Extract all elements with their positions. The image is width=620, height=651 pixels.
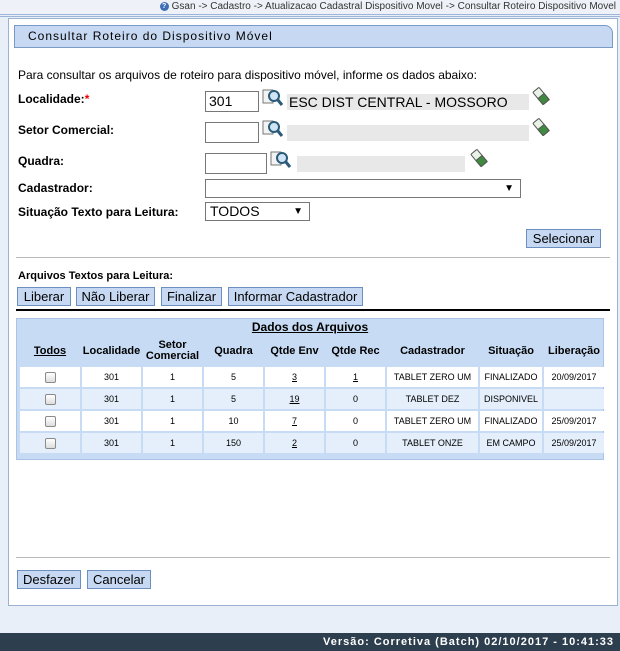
cell-localidade: 301 (82, 433, 141, 453)
setor-comercial-input[interactable] (205, 122, 259, 143)
setor-comercial-description (287, 125, 529, 141)
section-divider (16, 309, 610, 311)
qtde-env-link[interactable]: 7 (291, 416, 297, 426)
informar-cadastrador-button[interactable]: Informar Cadastrador (228, 287, 363, 306)
desfazer-button[interactable]: Desfazer (17, 570, 81, 589)
col-qtde-rec: Qtde Rec (331, 344, 380, 357)
divider (16, 257, 610, 258)
cell-cadastrador: TABLET ONZE (387, 433, 478, 453)
cadastrador-label: Cadastrador: (18, 181, 93, 195)
cell-localidade: 301 (82, 367, 141, 387)
header-divider (0, 14, 620, 17)
localidade-description: ESC DIST CENTRAL - MOSSORO (287, 94, 529, 110)
breadcrumb: Gsan -> Cadastro -> Atualizacao Cadastral Dispositivo Movel -> Consultar Roteiro Dispositivo Movel (171, 1, 616, 12)
cell-qtde-rec: 0 (326, 433, 385, 453)
col-todos[interactable] (20, 337, 80, 365)
cell-liberacao: 25/09/2017 (544, 433, 604, 453)
help-icon[interactable]: ? (160, 2, 169, 11)
qtde-env-link[interactable]: 19 (289, 394, 300, 404)
localidade-clear-icon[interactable] (532, 87, 550, 105)
localidade-label-text: Localidade: (18, 92, 85, 106)
quadra-label: Quadra: (18, 154, 65, 168)
cell-quadra: 5 (204, 389, 263, 409)
quadra-input[interactable] (205, 153, 267, 174)
cell-quadra: 150 (204, 433, 263, 453)
cell-situacao: FINALIZADO (480, 411, 542, 431)
col-qtde-env: Qtde Env (270, 344, 319, 357)
cell-setor: 1 (143, 411, 202, 431)
cell-localidade: 301 (82, 411, 141, 431)
chevron-down-icon: ▼ (504, 183, 514, 194)
arquivos-table (18, 335, 606, 455)
arquivos-section-label: Arquivos Textos para Leitura: (18, 270, 174, 282)
cell-liberacao: 25/09/2017 (544, 411, 604, 431)
setor-clear-icon[interactable] (532, 118, 550, 136)
col-liberacao: Liberação (548, 344, 600, 357)
qtde-env-link[interactable]: 2 (291, 438, 297, 448)
row-checkbox[interactable] (45, 438, 56, 449)
situacao-selected: TODOS (210, 203, 260, 219)
col-cadastrador: Cadastrador (400, 344, 465, 357)
table-row (20, 411, 604, 431)
cell-liberacao: 20/09/2017 (544, 367, 604, 387)
cell-cadastrador: TABLET ZERO UM (387, 411, 478, 431)
situacao-label: Situação Texto para Leitura: (18, 205, 179, 219)
cell-setor: 1 (143, 389, 202, 409)
col-setor-comercial: Setor Comercial (145, 339, 200, 362)
setor-search-icon[interactable] (262, 119, 284, 139)
panel-title: Consultar Roteiro do Dispositivo Móvel (14, 25, 613, 48)
row-checkbox[interactable] (45, 416, 56, 427)
cell-qtde-rec: 0 (326, 389, 385, 409)
bottom-strip (0, 608, 620, 632)
cell-quadra: 10 (204, 411, 263, 431)
finalizar-button[interactable]: Finalizar (161, 287, 222, 306)
cell-quadra: 5 (204, 367, 263, 387)
arquivos-grid (16, 318, 604, 460)
situacao-select[interactable] (205, 202, 310, 221)
cell-cadastrador: TABLET ZERO UM (387, 367, 478, 387)
intro-text: Para consultar os arquivos de roteiro para dispositivo móvel, informe os dados abaixo: (18, 68, 477, 82)
quadra-search-icon[interactable] (270, 150, 292, 170)
row-checkbox[interactable] (45, 372, 56, 383)
table-row (20, 389, 604, 409)
cadastrador-select[interactable] (205, 179, 521, 198)
grid-title: Dados dos Arquivos (251, 320, 369, 334)
chevron-down-icon: ▼ (293, 206, 303, 217)
cell-localidade: 301 (82, 389, 141, 409)
quadra-description (297, 156, 465, 172)
cell-situacao: FINALIZADO (480, 367, 542, 387)
quadra-clear-icon[interactable] (470, 149, 488, 167)
cell-situacao: DISPONIVEL (480, 389, 542, 409)
localidade-input[interactable]: 301 (205, 91, 259, 112)
qtde-env-link[interactable]: 3 (291, 372, 297, 382)
localidade-label (18, 92, 89, 106)
row-checkbox[interactable] (45, 394, 56, 405)
table-header (20, 337, 604, 365)
col-quadra: Quadra (214, 344, 253, 357)
table-row (20, 433, 604, 453)
liberar-button[interactable]: Liberar (17, 287, 71, 306)
breadcrumb-bar (0, 0, 620, 14)
version-footer: Versão: Corretiva (Batch) 02/10/2017 - 10:41:33 (0, 633, 620, 651)
main-panel (8, 18, 618, 606)
cell-setor: 1 (143, 433, 202, 453)
cell-situacao: EM CAMPO (480, 433, 542, 453)
col-localidade: Localidade (82, 344, 141, 357)
setor-comercial-label: Setor Comercial: (18, 123, 115, 137)
localidade-search-icon[interactable] (262, 88, 284, 108)
cell-liberacao (544, 389, 604, 409)
cell-setor: 1 (143, 367, 202, 387)
bottom-divider (16, 557, 610, 558)
cell-cadastrador: TABLET DEZ (387, 389, 478, 409)
col-todos-label[interactable]: Todos (33, 344, 67, 357)
cancelar-button[interactable]: Cancelar (87, 570, 151, 589)
qtde-rec-link[interactable]: 1 (352, 372, 358, 382)
table-row (20, 367, 604, 387)
required-mark: * (84, 92, 90, 106)
col-situacao: Situação (488, 344, 534, 357)
cell-qtde-rec: 0 (326, 411, 385, 431)
selecionar-button[interactable]: Selecionar (526, 229, 601, 248)
nao-liberar-button[interactable]: Não Liberar (76, 287, 155, 306)
